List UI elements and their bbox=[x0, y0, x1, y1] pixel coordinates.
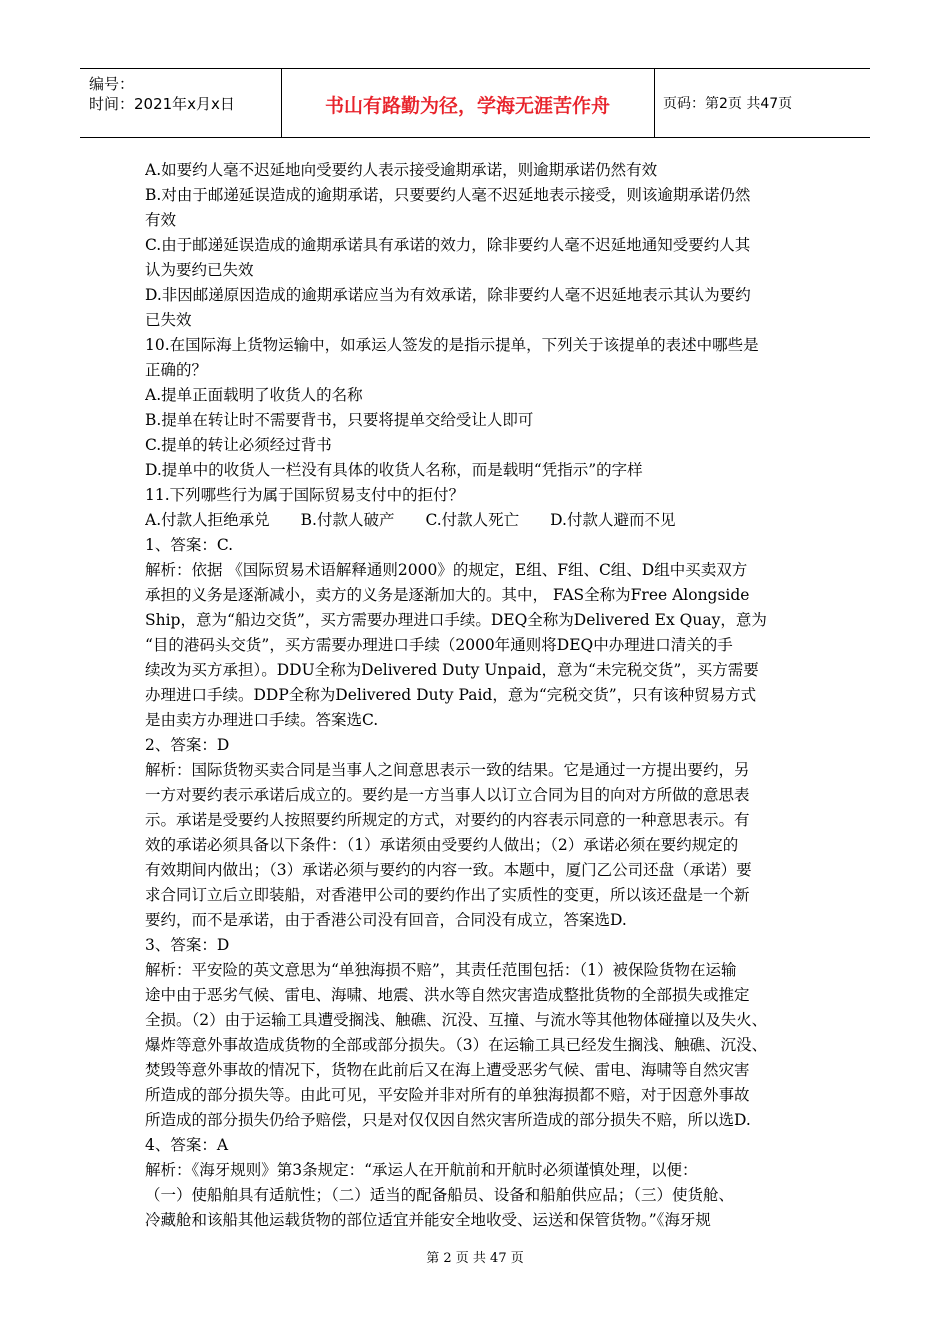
text-line: 解析：国际货物买卖合同是当事人之间意思表示一致的结果。它是通过一方提出要约，另 bbox=[145, 761, 750, 779]
header-page-cell bbox=[655, 69, 870, 137]
text-line: 解析：依据 《国际贸易术语解释通则2000》的规定，E组、F组、C组、D组中买卖双方 bbox=[145, 561, 748, 579]
text-line: 解析：《海牙规则》第3条规定：“承运人在开航前和开航时必须谨慎处理，以便： bbox=[145, 1161, 698, 1179]
text-line: 全损。（2）由于运输工具遭受搁浅、触礁、沉没、互撞、与流水等其他物体碰撞以及失火、 bbox=[145, 1011, 768, 1029]
text-line: 一方对要约表示承诺后成立的。要约是一方当事人以订立合同为目的向对方所做的意思表 bbox=[145, 786, 750, 804]
text-line: 爆炸等意外事故造成货物的全部或部分损失。（3）在运输工具已经发生搁浅、触礁、沉没、 bbox=[145, 1036, 768, 1054]
text-line: 焚毁等意外事故的情况下，货物在此前后又在海上遭受恶劣气候、雷电、海啸等自然灾害 bbox=[145, 1061, 750, 1079]
header-motto: 书山有路勤为径，学海无涯苦作舟 bbox=[324, 95, 610, 117]
text-line: 10.在国际海上货物运输中，如承运人签发的是指示提单，下列关于该提单的表述中哪些是 bbox=[145, 336, 759, 354]
text-line: B.提单在转让时不需要背书，只要将提单交给受让人即可 bbox=[145, 411, 534, 429]
text-line: 所造成的部分损失等。由此可见，平安险并非对所有的单独海损都不赔，对于因意外事故 bbox=[145, 1086, 750, 1104]
text-line: 续改为买方承担）。DDU全称为Delivered Duty Unpaid，意为“未完税交货”，买方需要 bbox=[145, 661, 759, 679]
header-motto-cell bbox=[281, 69, 655, 137]
text-line: A.如要约人毫不迟延地向受要约人表示接受逾期承诺，则逾期承诺仍然有效 bbox=[145, 161, 658, 179]
text-line: Ship，意为“船边交货”，买方需要办理进口手续。DEQ全称为Delivered Ex Quay，意为 bbox=[145, 611, 767, 629]
text-line: 求合同订立后立即装船，对香港甲公司的要约作出了实质性的变更，所以该还盘是一个新 bbox=[145, 886, 750, 904]
text-line: C.提单的转让必须经过背书 bbox=[145, 436, 332, 454]
text-line: 有效期间内做出；（3）承诺必须与要约的内容一致。本题中，厦门乙公司还盘（承诺）要 bbox=[145, 861, 752, 879]
text-line: 有效 bbox=[145, 211, 177, 229]
text-line: C.由于邮递延误造成的逾期承诺具有承诺的效力，除非要约人毫不迟延地通知受要约人其 bbox=[145, 236, 751, 254]
text-line: 认为要约已失效 bbox=[145, 261, 254, 279]
document-date-label: 时间：2021年x月x日 bbox=[89, 95, 235, 113]
text-line: 示。承诺是受要约人按照要约所规定的方式，对要约的内容表示同意的一种意思表示。有 bbox=[145, 811, 750, 829]
text-line: 所造成的部分损失仍给予赔偿，只是对仅仅因自然灾害所造成的部分损失不赔，所以选D. bbox=[145, 1111, 751, 1129]
text-line: 办理进口手续。DDP全称为Delivered Duty Paid，意为“完税交货”，只有该种贸易方式 bbox=[145, 686, 757, 704]
text-line: （一）使船舶具有适航性；（二）适当的配备船员、设备和船舶供应品；（三）使货舱、 bbox=[145, 1186, 735, 1204]
text-line: 4、答案：A bbox=[145, 1136, 229, 1154]
text-line: 11.下列哪些行为属于国际贸易支付中的拒付？ bbox=[145, 486, 465, 504]
page-footer: 第 2 页 共 47 页 bbox=[426, 1251, 524, 1266]
document-body bbox=[145, 158, 815, 1233]
text-line: 承担的义务是逐渐减小，卖方的义务是逐渐加大的。其中， FAS全称为Free Alongside bbox=[145, 586, 750, 604]
text-line: 2、答案：D bbox=[145, 736, 230, 754]
text-line: B.对由于邮递延误造成的逾期承诺，只要要约人毫不迟延地表示接受，则该逾期承诺仍然 bbox=[145, 186, 751, 204]
text-line: 解析：平安险的英文意思为“单独海损不赔”，其责任范围包括：（1）被保险货物在运输 bbox=[145, 961, 737, 979]
page-header bbox=[80, 68, 870, 138]
text-line: 已失效 bbox=[145, 311, 192, 329]
text-line: 要约，而不是承诺，由于香港公司没有回音，合同没有成立，答案选D. bbox=[145, 911, 627, 929]
text-line: 是由卖方办理进口手续。答案选C. bbox=[145, 711, 379, 729]
text-line: D.提单中的收货人一栏没有具体的收货人名称，而是载明“凭指示”的字样 bbox=[145, 461, 643, 479]
text-line: 冷藏舱和该船其他运载货物的部位适宜并能安全地收受、运送和保管货物。”《海牙规 bbox=[145, 1211, 711, 1229]
text-line: 效的承诺必须具备以下条件：（1）承诺须由受要约人做出；（2）承诺必须在要约规定的 bbox=[145, 836, 739, 854]
text-line: 正确的？ bbox=[145, 361, 208, 379]
text-line: “目的港码头交货”，买方需要办理进口手续（2000年通则将DEQ中办理进口清关的手 bbox=[145, 636, 733, 654]
header-meta-cell bbox=[80, 69, 282, 137]
text-line: A.付款人拒绝承兑 B.付款人破产 C.付款人死亡 D.付款人避而不见 bbox=[145, 511, 676, 529]
header-page-info: 页码：第2页 共47页 bbox=[663, 96, 793, 112]
text-line: 1、答案：C. bbox=[145, 536, 234, 554]
text-line: 3、答案：D bbox=[145, 936, 230, 954]
text-line: A.提单正面载明了收货人的名称 bbox=[145, 386, 363, 404]
document-number-label: 编号： bbox=[89, 75, 135, 93]
text-line: 途中由于恶劣气候、雷电、海啸、地震、洪水等自然灾害造成整批货物的全部损失或推定 bbox=[145, 986, 750, 1004]
text-line: D.非因邮递原因造成的逾期承诺应当为有效承诺，除非要约人毫不迟延地表示其认为要约 bbox=[145, 286, 751, 304]
